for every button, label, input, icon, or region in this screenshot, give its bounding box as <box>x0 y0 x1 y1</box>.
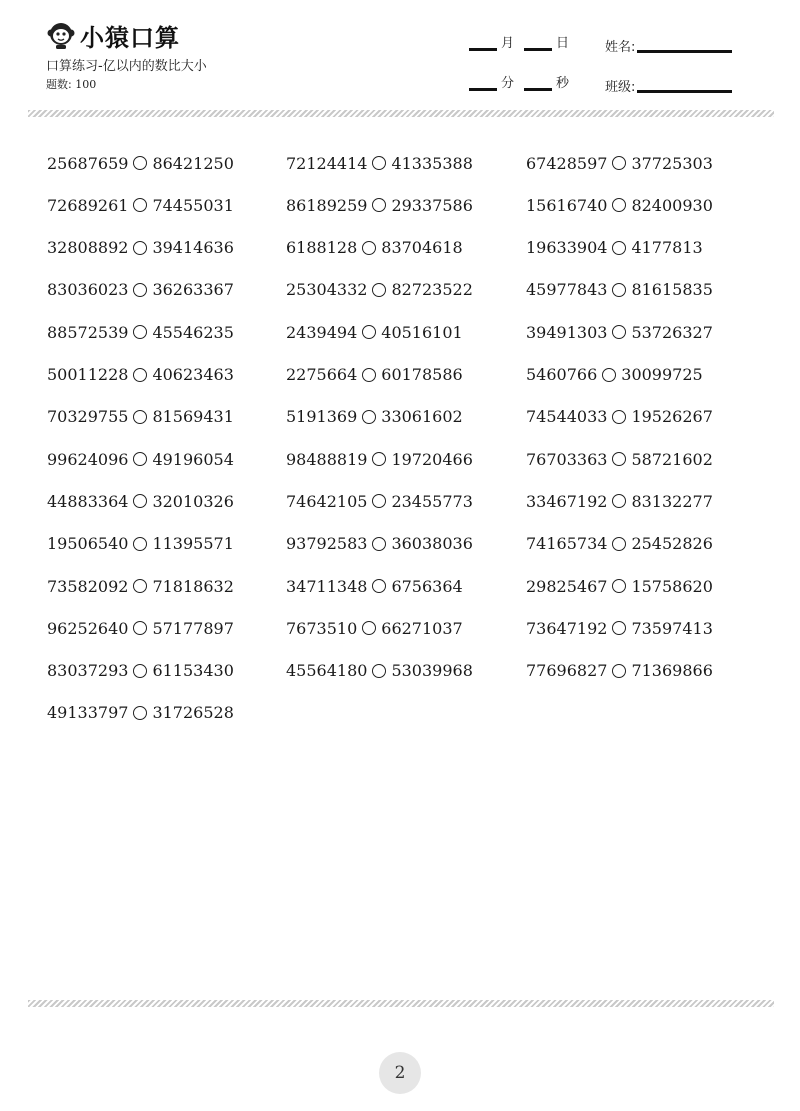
right-number: 57177897 <box>152 618 234 638</box>
answer-circle[interactable] <box>612 410 626 424</box>
left-number: 25304332 <box>286 280 368 300</box>
comparison-problem <box>47 660 234 682</box>
date-name-row <box>469 32 732 55</box>
left-number: 83037293 <box>47 661 129 681</box>
comparison-problem <box>526 279 713 301</box>
comparison-problem <box>47 279 234 301</box>
comparison-problem <box>526 448 713 470</box>
answer-circle[interactable] <box>133 537 147 551</box>
answer-circle[interactable] <box>133 494 147 508</box>
left-number: 32808892 <box>47 238 129 258</box>
right-number: 45546235 <box>152 322 234 342</box>
right-number: 39414636 <box>152 238 234 258</box>
answer-circle[interactable] <box>133 241 147 255</box>
comparison-problem <box>286 279 473 301</box>
minute-label: 分 <box>501 76 515 91</box>
comparison-problem <box>47 321 234 343</box>
right-number: 53726327 <box>631 322 713 342</box>
left-number: 45977843 <box>526 280 608 300</box>
left-number: 88572539 <box>47 322 129 342</box>
answer-circle[interactable] <box>133 579 147 593</box>
comparison-problem <box>526 575 713 597</box>
answer-circle[interactable] <box>133 410 147 424</box>
answer-circle[interactable] <box>372 452 386 466</box>
right-number: 71818632 <box>152 576 234 596</box>
answer-circle[interactable] <box>362 368 376 382</box>
right-number: 19526267 <box>631 407 713 427</box>
worksheet-title: 口算练习-亿以内的数比大小 <box>46 59 207 74</box>
top-divider <box>28 110 774 117</box>
right-number: 82400930 <box>631 195 713 215</box>
answer-circle[interactable] <box>612 198 626 212</box>
left-number: 67428597 <box>526 153 608 173</box>
left-number: 29825467 <box>526 576 608 596</box>
answer-circle[interactable] <box>372 664 386 678</box>
left-number: 5460766 <box>526 365 598 384</box>
answer-circle[interactable] <box>612 452 626 466</box>
left-number: 73582092 <box>47 576 129 596</box>
answer-circle[interactable] <box>133 452 147 466</box>
right-number: 40623463 <box>152 365 234 384</box>
answer-circle[interactable] <box>372 156 386 170</box>
answer-circle[interactable] <box>602 368 616 382</box>
left-number: 19506540 <box>47 534 129 554</box>
name-blank[interactable] <box>637 50 732 53</box>
right-number: 81615835 <box>631 280 713 300</box>
brand-logo <box>46 18 180 52</box>
answer-circle[interactable] <box>133 198 147 212</box>
comparison-problem <box>47 490 234 512</box>
comparison-problem <box>526 533 713 555</box>
left-number: 77696827 <box>526 661 608 681</box>
day-blank[interactable] <box>524 48 552 51</box>
comparison-problem <box>286 533 473 555</box>
comparison-problem <box>47 237 234 259</box>
answer-circle[interactable] <box>362 410 376 424</box>
left-number: 2439494 <box>286 322 358 342</box>
right-number: 33061602 <box>381 407 463 427</box>
comparison-problem <box>526 321 713 343</box>
class-blank[interactable] <box>637 90 732 93</box>
answer-circle[interactable] <box>372 494 386 508</box>
right-number: 66271037 <box>381 618 463 638</box>
left-number: 86189259 <box>286 195 368 215</box>
comparison-problem <box>47 617 234 639</box>
left-number: 74165734 <box>526 534 608 554</box>
left-number: 73647192 <box>526 618 608 638</box>
answer-circle[interactable] <box>612 494 626 508</box>
answer-circle[interactable] <box>612 664 626 678</box>
comparison-problem <box>47 364 234 386</box>
right-number: 71369866 <box>631 661 713 681</box>
answer-circle[interactable] <box>372 537 386 551</box>
left-number: 72689261 <box>47 195 129 215</box>
answer-circle[interactable] <box>133 325 147 339</box>
comparison-problem <box>286 448 473 470</box>
left-number: 74642105 <box>286 491 368 511</box>
right-number: 60178586 <box>381 365 463 384</box>
comparison-problem <box>286 575 463 597</box>
right-number: 36038036 <box>391 534 473 554</box>
left-number: 98488819 <box>286 449 368 469</box>
answer-circle[interactable] <box>372 198 386 212</box>
left-number: 99624096 <box>47 449 129 469</box>
answer-circle[interactable] <box>133 706 147 720</box>
second-label: 秒 <box>556 76 570 91</box>
comparison-problem <box>47 152 234 174</box>
comparison-problem <box>286 237 463 259</box>
answer-circle[interactable] <box>612 537 626 551</box>
left-number: 50011228 <box>47 365 129 384</box>
left-number: 2275664 <box>286 365 358 384</box>
comparison-problem <box>526 152 713 174</box>
left-number: 72124414 <box>286 153 368 173</box>
worksheet-header <box>0 0 800 110</box>
answer-circle[interactable] <box>372 579 386 593</box>
answer-circle[interactable] <box>612 325 626 339</box>
left-number: 39491303 <box>526 322 608 342</box>
right-number: 49196054 <box>152 449 234 469</box>
right-number: 82723522 <box>391 280 473 300</box>
left-number: 70329755 <box>47 407 129 427</box>
comparison-problem <box>47 533 234 555</box>
comparison-problem <box>286 406 463 428</box>
comparison-problem <box>286 321 463 343</box>
comparison-problem <box>47 406 234 428</box>
right-number: 41335388 <box>391 153 473 173</box>
class-label: 班级: <box>605 80 636 95</box>
answer-circle[interactable] <box>612 579 626 593</box>
right-number: 23455773 <box>391 491 473 511</box>
answer-circle[interactable] <box>362 325 376 339</box>
right-number: 15758620 <box>631 576 713 596</box>
right-number: 36263367 <box>152 280 234 300</box>
month-blank[interactable] <box>469 48 497 51</box>
right-number: 4177813 <box>631 238 703 258</box>
left-number: 6188128 <box>286 238 358 258</box>
answer-circle[interactable] <box>133 156 147 170</box>
comparison-problem <box>526 194 713 216</box>
day-label: 日 <box>556 36 570 51</box>
answer-circle[interactable] <box>362 241 376 255</box>
comparison-problem <box>286 194 473 216</box>
right-number: 30099725 <box>621 365 703 384</box>
right-number: 31726528 <box>152 703 234 723</box>
comparison-problem <box>286 490 473 512</box>
right-number: 61153430 <box>152 661 234 681</box>
right-number: 53039968 <box>391 661 473 681</box>
left-number: 96252640 <box>47 618 129 638</box>
monkey-logo-icon <box>46 20 76 50</box>
right-number: 58721602 <box>631 449 713 469</box>
minute-blank[interactable] <box>469 88 497 91</box>
right-number: 83132277 <box>631 491 713 511</box>
answer-circle[interactable] <box>612 621 626 635</box>
comparison-problem <box>47 194 234 216</box>
name-label: 姓名: <box>605 40 636 55</box>
question-count-value: 100 <box>75 78 97 91</box>
comparison-problem <box>286 617 463 639</box>
right-number: 32010326 <box>152 491 234 511</box>
right-number: 25452826 <box>631 534 713 554</box>
left-number: 19633904 <box>526 238 608 258</box>
answer-circle[interactable] <box>612 241 626 255</box>
right-number: 74455031 <box>152 195 234 215</box>
left-number: 74544033 <box>526 407 608 427</box>
left-number: 15616740 <box>526 195 608 215</box>
comparison-problem <box>47 702 234 724</box>
month-label: 月 <box>501 36 515 51</box>
comparison-problem <box>526 617 713 639</box>
answer-circle[interactable] <box>362 621 376 635</box>
right-number: 6756364 <box>391 576 463 596</box>
question-count-label: 题数: <box>46 78 76 91</box>
left-number: 5191369 <box>286 407 358 427</box>
answer-circle[interactable] <box>133 283 147 297</box>
comparison-problem <box>47 575 234 597</box>
left-number: 49133797 <box>47 703 129 723</box>
right-number: 19720466 <box>391 449 473 469</box>
left-number: 33467192 <box>526 491 608 511</box>
comparison-problem <box>526 490 713 512</box>
comparison-problem <box>526 364 703 386</box>
right-number: 40516101 <box>381 322 463 342</box>
right-number: 37725303 <box>631 153 713 173</box>
comparison-problem <box>526 660 713 682</box>
page-number: 2 <box>379 1052 421 1094</box>
question-count <box>46 76 96 92</box>
right-number: 86421250 <box>152 153 234 173</box>
left-number: 45564180 <box>286 661 368 681</box>
answer-circle[interactable] <box>612 156 626 170</box>
left-number: 34711348 <box>286 576 368 596</box>
right-number: 83704618 <box>381 238 463 258</box>
left-number: 83036023 <box>47 280 129 300</box>
answer-circle[interactable] <box>133 664 147 678</box>
comparison-problem <box>526 237 703 259</box>
second-blank[interactable] <box>524 88 552 91</box>
right-number: 73597413 <box>631 618 713 638</box>
right-number: 29337586 <box>391 195 473 215</box>
left-number: 76703363 <box>526 449 608 469</box>
comparison-problem <box>286 152 473 174</box>
brand-name: 小猿口算 <box>80 23 180 52</box>
comparison-problem <box>47 448 234 470</box>
left-number: 44883364 <box>47 491 129 511</box>
left-number: 25687659 <box>47 153 129 173</box>
left-number: 93792583 <box>286 534 368 554</box>
comparison-problem <box>286 364 463 386</box>
comparison-problem <box>286 660 473 682</box>
answer-circle[interactable] <box>612 283 626 297</box>
right-number: 11395571 <box>152 534 234 554</box>
answer-circle[interactable] <box>133 368 147 382</box>
left-number: 7673510 <box>286 618 358 638</box>
answer-circle[interactable] <box>133 621 147 635</box>
time-class-row <box>469 72 732 95</box>
bottom-divider <box>28 1000 774 1007</box>
right-number: 81569431 <box>152 407 234 427</box>
answer-circle[interactable] <box>372 283 386 297</box>
comparison-problem <box>526 406 713 428</box>
